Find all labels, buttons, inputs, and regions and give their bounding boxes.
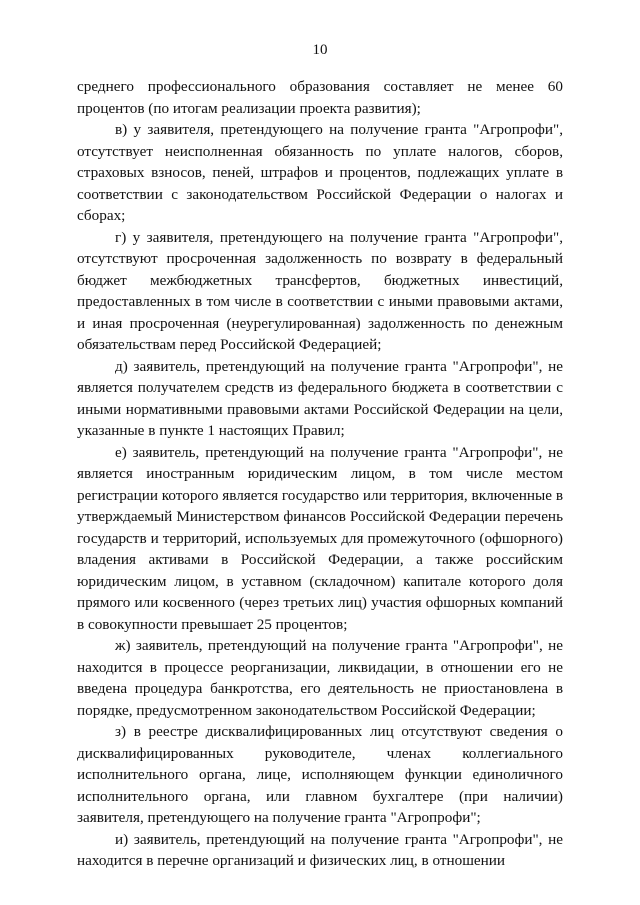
page-number: 10	[312, 42, 328, 58]
paragraph-item-v: в) у заявителя, претендующего на получение гранта "Агропрофи", отсутствует неисполненная обязанность по уплате налогов, сборов, страховых взносов, пеней, штрафов и процентов, подлежащих уплате в соответствии с законодательством Российской Федерации о налогах и сборах;	[77, 121, 563, 224]
paragraph-item-g: г) у заявителя, претендующего на получение гранта "Агропрофи", отсутствуют просроченная задолженность по возврату в федеральный бюджет межбюджетных трансфертов, бюджетных инвестиций, предоставленных в том числе в соответствии с иными правовыми актами, и иная просроченная (неурегулированная) задолженность по денежным обязательствам перед Российской Федерацией;	[77, 228, 563, 353]
paragraph-item-e: е) заявитель, претендующий на получение гранта "Агропрофи", не является иностранным юридическим лицом, в том числе местом регистрации которого является государство или территория, включенные в утверждаемый Министерством финансов Российской Федерации перечень государств и территорий, используемых для промежуточного (офшорного) владения активами в Российской Федерации, а также российским юридическим лицом, в уставном (складочном) капитале которого доля прямого или косвенного (через третьих лиц) участия офшорных компаний в совокупности превышает 25 процентов;	[77, 443, 563, 633]
paragraph-item-zh: ж) заявитель, претендующий на получение гранта "Агропрофи", не находится в процессе реорганизации, ликвидации, в отношении его не введена процедура банкротства, его деятельность не приостановлена в порядке, предусмотренном законодательством Российской Федерации;	[77, 637, 563, 719]
document-body	[77, 76, 563, 872]
paragraph-item-i: и) заявитель, претендующий на получение гранта "Агропрофи", не находится в перечне организаций и физических лиц, в отношении	[77, 830, 563, 869]
paragraph-continuation: среднего профессионального образования составляет не менее 60 процентов (по итогам реализации проекта развития);	[77, 78, 563, 117]
paragraph-item-d: д) заявитель, претендующий на получение гранта "Агропрофи", не является получателем средств из федерального бюджета в соответствии с иными нормативными правовыми актами Российской Федерации на цели, указанные в пункте 1 настоящих Правил;	[77, 357, 563, 439]
paragraph-item-z: з) в реестре дисквалифицированных лиц отсутствуют сведения о дисквалифицированных руководителе, членах коллегиального исполнительного органа, лице, исполняющем функции единоличного исполнительного органа, или главном бухгалтере (при наличии) заявителя, претендующего на получение гранта "Агропрофи";	[77, 723, 563, 826]
